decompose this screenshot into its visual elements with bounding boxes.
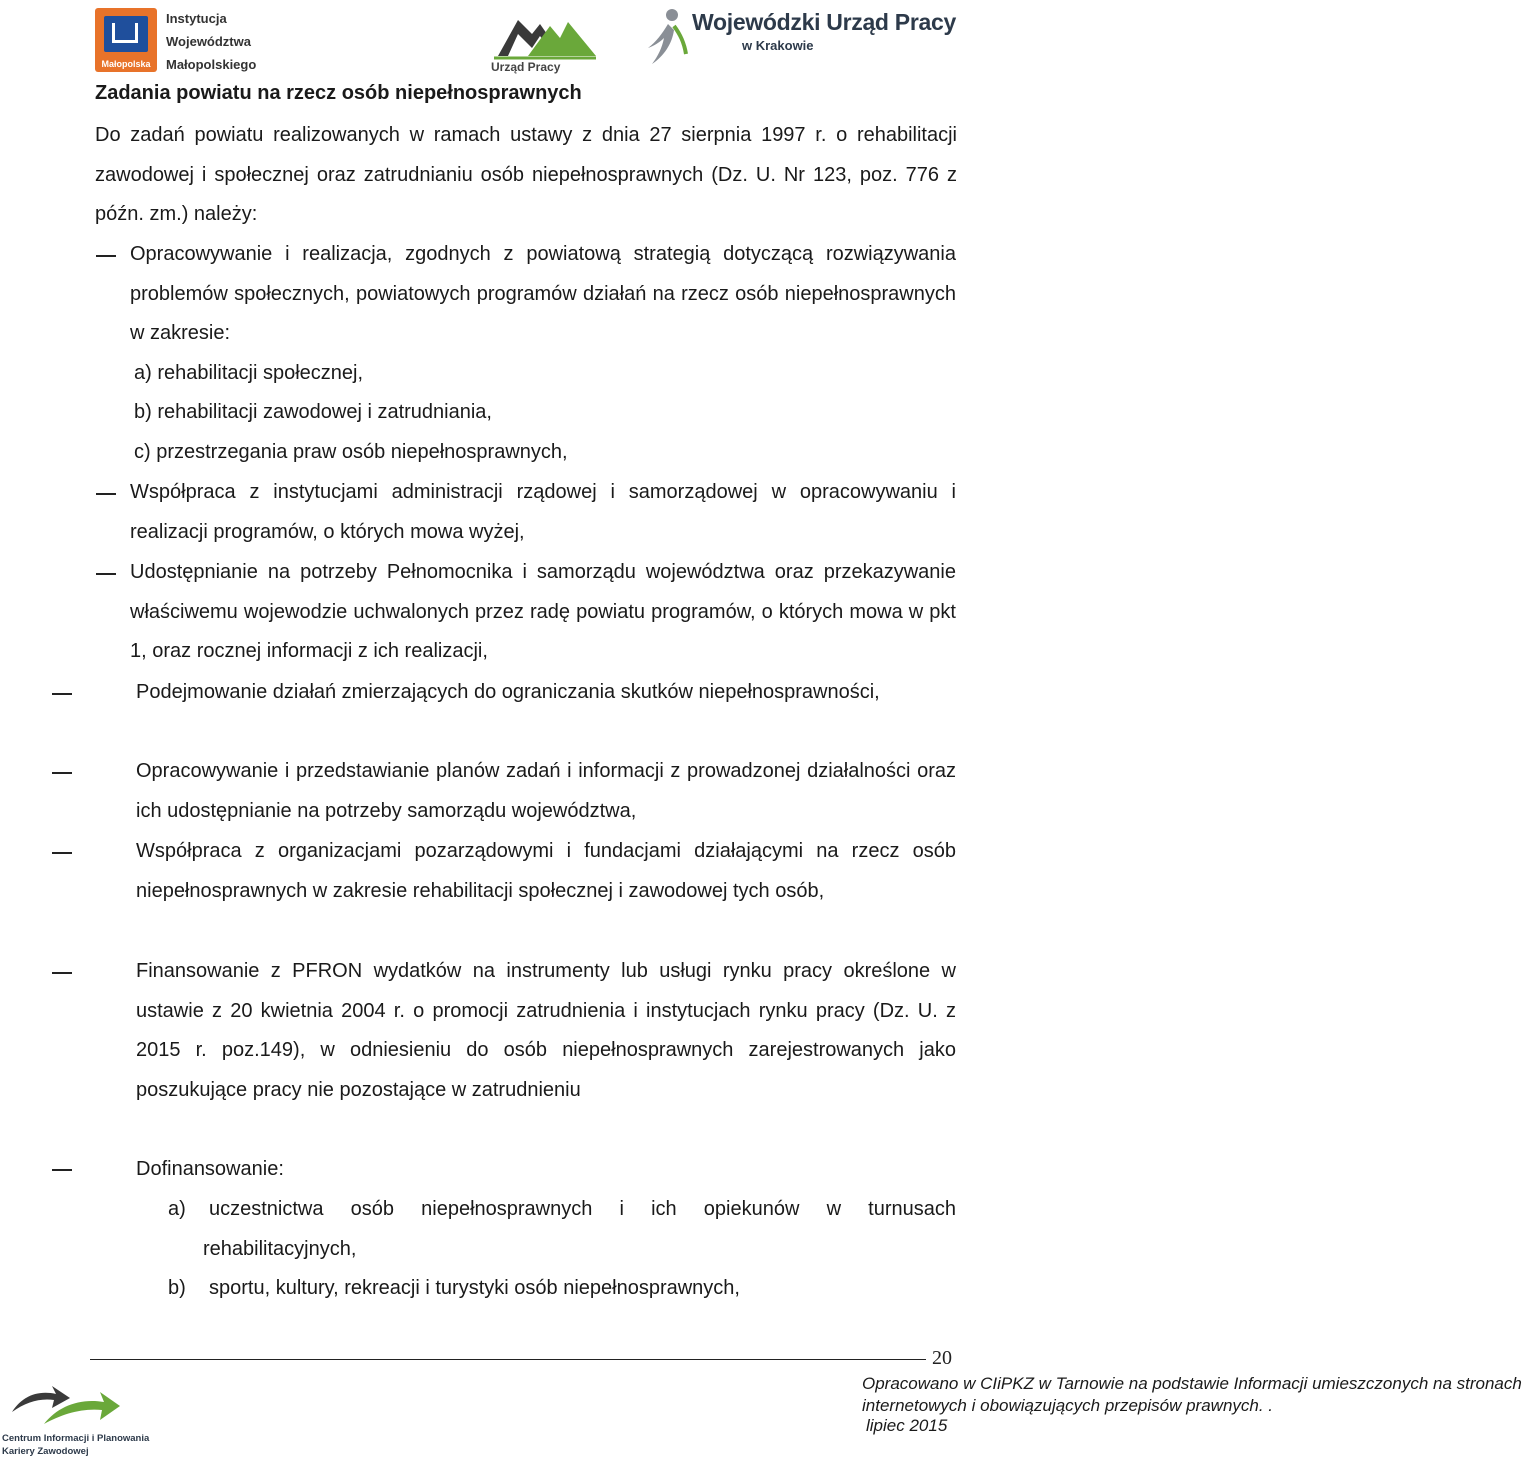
malopolska-logo-caption: Małopolska xyxy=(101,59,151,69)
list-dash-icon xyxy=(52,972,72,974)
list-dash-icon xyxy=(52,1169,72,1171)
list-dash-icon xyxy=(96,573,116,575)
cip-arrows-logo-icon xyxy=(4,1372,122,1432)
list-item-3: Udostępnianie na potrzeby Pełnomocnika i samorządu województwa oraz przekazywanie właściwemu wojewodzie uchwalonych przez radę powiatu programów, o których mowa w pkt 1, oraz rocznej informacji z ich realizacji, xyxy=(130,561,956,663)
list-item-1: Opracowywanie i realizacja, zgodnych z powiatową strategią dotyczącą rozwiązywania problemów społecznych, powiatowych programów działań na rzecz osób niepełnosprawnych w zakresie: xyxy=(130,243,956,345)
list-item-2: Współpraca z instytucjami administracji rządowej i samorządowej w opracowywaniu i realizacji programów, o których mowa wyżej, xyxy=(130,481,956,543)
list-dash-icon xyxy=(96,493,116,495)
sub-item-8a-label: a) xyxy=(168,1198,186,1220)
sub-item-8a: uczestnictwa osób niepełnosprawnych i ich opiekunów w turnusach rehabilitacyjnych, xyxy=(203,1198,956,1260)
sub-item-1a: a) rehabilitacji społecznej, xyxy=(134,362,364,384)
sub-item-8b: sportu, kultury, rekreacji i turystyki osób niepełnosprawnych, xyxy=(209,1277,740,1299)
sub-item-1c: c) przestrzegania praw osób niepełnosprawnych, xyxy=(134,441,568,463)
wup-title: Wojewódzki Urząd Pracy xyxy=(692,9,956,35)
section-heading: Zadania powiatu na rzecz osób niepełnosprawnych xyxy=(95,82,582,104)
malopolska-logo xyxy=(95,8,157,72)
footer-source-note: Opracowano w CIiPKZ w Tarnowie na podstawie Informacji umieszczonych na stronach internetowych i obowiązujących przepisów prawnych. . xyxy=(862,1374,1522,1415)
list-dash-icon xyxy=(52,693,72,695)
list-item-6: Współpraca z organizacjami pozarządowymi i fundacjami działającymi na rzecz osób niepełnosprawnych w zakresie rehabilitacji społecznej i zawodowej tych osób, xyxy=(136,840,956,902)
list-dash-icon xyxy=(52,772,72,774)
list-item-7: Finansowanie z PFRON wydatków na instrumenty lub usługi rynku pracy określone w ustawie z 20 kwietnia 2004 r. o promocji zatrudnienia i instytucjach rynku pracy (Dz. U. z 2015 r. poz.149), w odniesieniu do osób niepełnosprawnych zarejestrowanych jako poszukujące pracy nie pozostające w zatrudnieniu xyxy=(136,960,956,1102)
list-item-5: Opracowywanie i przedstawianie planów zadań i informacji z prowadzonej działalności oraz ich udostępnianie na potrzeby samorządu województwa, xyxy=(136,760,956,822)
intro-paragraph: Do zadań powiatu realizowanych w ramach ustawy z dnia 27 sierpnia 1997 r. o rehabilitacji zawodowej i społecznej oraz zatrudnianiu osób niepełnosprawnych (Dz. U. Nr 123, poz. 776 z późn. zm.) należy: xyxy=(95,124,957,226)
page-number: 20 xyxy=(932,1347,952,1369)
footer-date: lipiec 2015 xyxy=(866,1416,948,1435)
malopolska-emblem-icon xyxy=(104,16,148,52)
urzad-pracy-caption: Urząd Pracy xyxy=(491,60,561,74)
list-item-4: Podejmowanie działań zmierzających do ograniczania skutków niepełnosprawności, xyxy=(136,681,880,703)
sub-item-8b-label: b) xyxy=(168,1277,186,1299)
wup-figure-icon xyxy=(640,6,690,68)
instytucja-wojewodztwa-label: Instytucja Województwa Małopolskiego xyxy=(166,11,257,72)
list-dash-icon xyxy=(52,852,72,854)
list-item-8: Dofinansowanie: xyxy=(136,1158,284,1180)
list-dash-icon xyxy=(96,255,116,257)
cip-logo-caption: Centrum Informacji i Planowania Kariery Zawodowej xyxy=(2,1433,150,1457)
footer-divider xyxy=(90,1359,926,1360)
sub-item-1b: b) rehabilitacji zawodowej i zatrudniania, xyxy=(134,401,492,423)
wup-subtitle: w Krakowie xyxy=(742,38,814,53)
